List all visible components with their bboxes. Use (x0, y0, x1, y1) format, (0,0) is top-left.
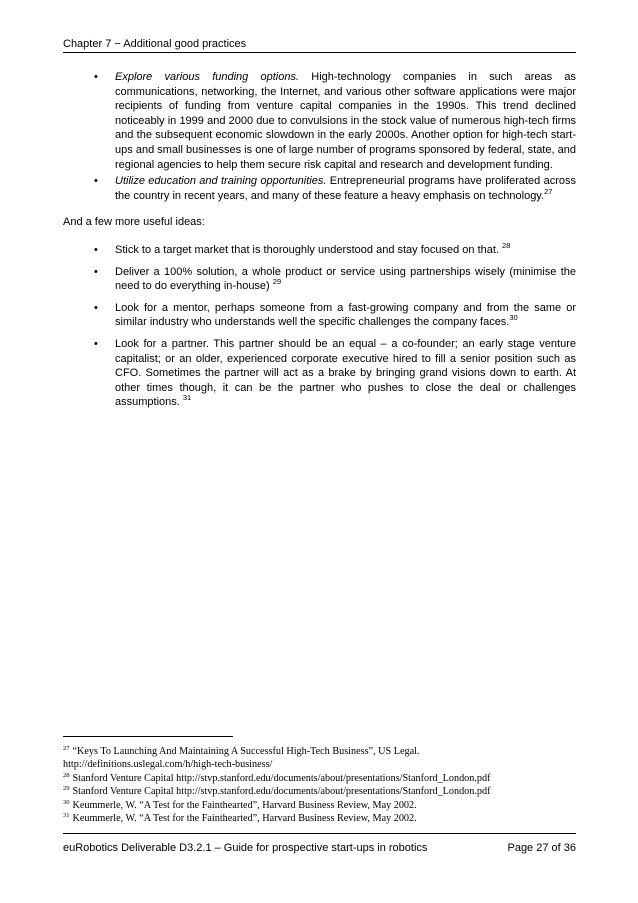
bullet-item (63, 265, 576, 294)
running-header: Chapter 7 − Additional good practices (63, 38, 247, 50)
footer-document-title: euRobotics Deliverable D3.2.1 – Guide for prospective start-ups in robotics (63, 842, 428, 854)
bullet-icon: • (94, 243, 98, 256)
bullet-item (63, 240, 576, 258)
page-number: Page 27 of 36 (507, 842, 576, 854)
bullet-text: Deliver a 100% solution, a whole product or service using partnerships wisely (minimise the need to do everything in-house) (115, 265, 576, 293)
footnote (63, 812, 583, 825)
footnote-text: Keummerle, W. “A Test for the Fainthearted”, Harvard Business Review, May 2002. (72, 799, 417, 811)
footnote-text: “Keys To Launching And Maintaining A Successful High-Tech Business”, US Legal. (72, 746, 420, 757)
footnote-number: 30 (63, 798, 70, 806)
footnote-ref[interactable]: 31 (182, 393, 192, 403)
footnote-url[interactable]: http://definitions.uslegal.com/h/high-tech-business/ (63, 759, 273, 771)
intro-paragraph: And a few more useful ideas: (63, 216, 205, 229)
footer-divider (63, 833, 576, 834)
footnote-number: 28 (63, 771, 70, 779)
footnote-continuation (63, 758, 583, 771)
footnote (63, 785, 583, 798)
footnote-ref[interactable]: 29 (272, 277, 282, 287)
footnote-number: 31 (63, 812, 70, 820)
bullet-text: Look for a partner. This partner should be an equal – a co-founder; an early stage venture capitalist; or an older, experienced corporate executive hired to fill a senior position such as CFO. Sometimes the partner will act as a brake by bringing grand visions down to earth. At other times though, it can be the partner who pushes to close the deal or challenges assumptions. (115, 337, 576, 409)
footnote-text: Keummerle, W. “A Test for the Fainthearted”, Harvard Business Review, May 2002. (72, 813, 417, 825)
body-content (63, 70, 576, 417)
bullet-icon: • (94, 301, 98, 314)
bullet-lead: Explore various funding options. (115, 71, 300, 83)
footnote-ref[interactable]: 28 (502, 240, 511, 250)
footnote-divider (63, 736, 233, 737)
footnote-ref[interactable]: 27 (544, 186, 553, 196)
footnotes (63, 745, 583, 825)
footnote-number: 27 (63, 745, 70, 752)
footnote-text[interactable]: Stanford Venture Capital http://stvp.stanford.edu/documents/about/presentations/Stanford_London.pdf (72, 786, 491, 798)
header-divider (63, 52, 576, 53)
footnote (63, 772, 583, 785)
bullet-text: Look for a mentor, perhaps someone from a fast-growing company and from the same or similar industry who understands well the specific challenges the company faces. (115, 301, 576, 329)
footnote-number: 29 (63, 785, 70, 793)
ideas-bullet-list (63, 240, 576, 410)
footnote (63, 745, 583, 758)
bullet-icon: • (94, 175, 98, 188)
bullet-icon: • (94, 71, 98, 83)
bullet-lead: Utilize education and training opportunities. (115, 175, 327, 188)
bullet-icon: • (94, 265, 98, 278)
bullet-icon: • (94, 337, 98, 350)
footnote-ref[interactable]: 30 (509, 313, 518, 323)
bullet-text: Stick to a target market that is thoroughly understood and stay focused on that. (115, 243, 503, 256)
bullet-item (63, 70, 576, 172)
bullet-text: Entrepreneurial programs have proliferated across the country in recent years, and many of these feature a heavy emphasis on technology. (115, 175, 576, 202)
bullet-text: High-technology companies in such areas as communications, networking, the Internet, and various other software applications were major recipients of funding from venture capital companies in the 1990s. This trend declined noticeably in 1999 and 2000 due to convulsions in the stock value of numerous high-tech firms and the subsequent economic slowdown in the early 2000s. Another option for high-tech start-ups and small businesses is one of large number of programs sponsored by federal, state, and regional agencies to help them secure risk capital and research and development funding. (115, 71, 576, 171)
bullet-item (63, 337, 576, 410)
bullet-item (63, 174, 576, 203)
footnote (63, 799, 583, 812)
bullet-item (63, 301, 576, 330)
funding-bullet-list (63, 70, 576, 203)
footnote-text[interactable]: Stanford Venture Capital http://stvp.stanford.edu/documents/about/presentations/Stanford_London.pdf (72, 772, 491, 784)
